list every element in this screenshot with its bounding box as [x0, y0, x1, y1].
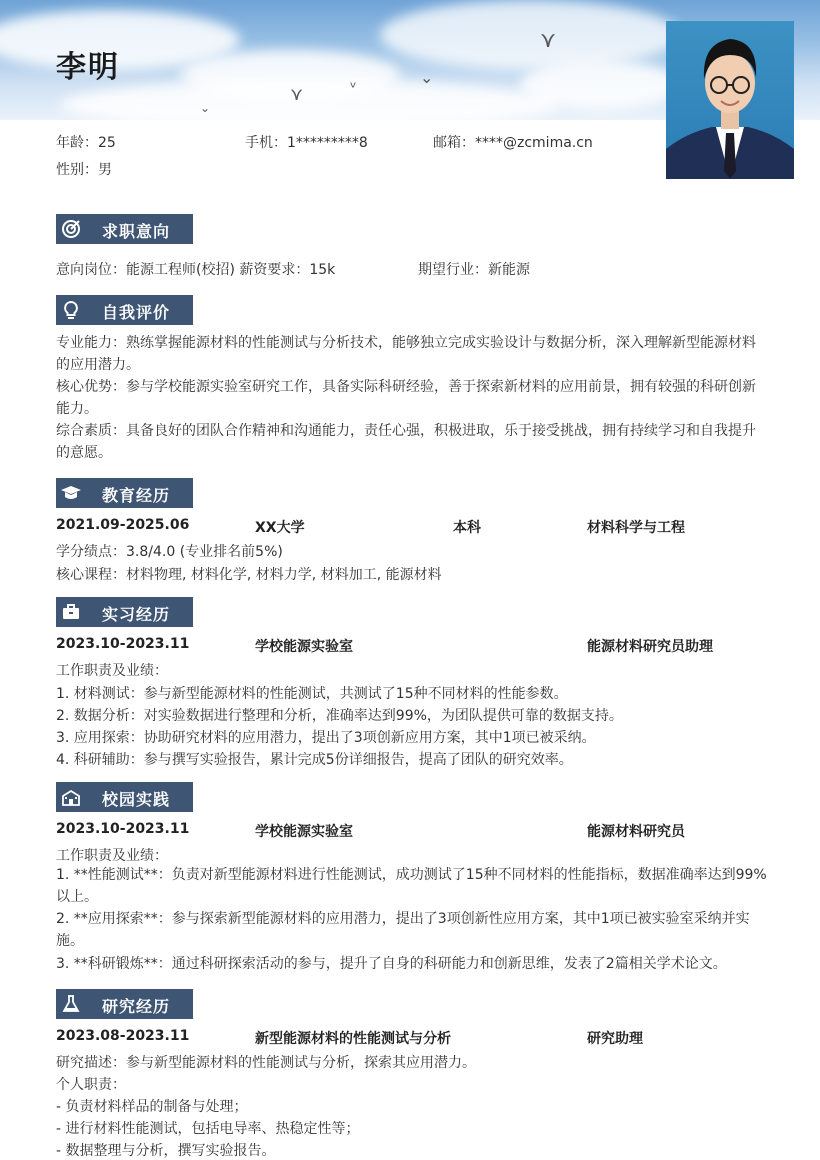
research-description: 研究描述：参与新型能源材料的性能测试与分析，探索其应用潜力。 — [56, 1055, 476, 1071]
briefcase-icon — [60, 601, 82, 623]
section-title: 实习经历 — [102, 605, 171, 624]
section-header-research — [56, 989, 193, 1019]
section-title: 研究经历 — [102, 997, 171, 1016]
gender-info: 性别：男 — [56, 162, 112, 178]
education-major: 材料科学与工程 — [587, 520, 685, 536]
research-role: 研究助理 — [587, 1031, 643, 1047]
section-header-internship — [56, 597, 193, 627]
education-gpa: 学分绩点：3.8/4.0 (专业排名前5%) — [56, 544, 283, 560]
intern-date: 2023.10-2023.11 — [56, 636, 190, 652]
section-title: 校园实践 — [102, 790, 171, 809]
campus-label: 工作职责及业绩： — [56, 848, 168, 864]
section-header-self-evaluation — [56, 295, 193, 325]
research-item: - 数据整理与分析，撰写实验报告。 — [56, 1143, 276, 1159]
email-info: 邮箱：****@zcmima.cn — [433, 135, 593, 151]
intern-item: 1. 材料测试：参与新型能源材料的性能测试，共测试了15种不同材料的性能参数。 — [56, 686, 568, 702]
self-eval-paragraph: 核心优势：参与学校能源实验室研究工作，具备实际科研经验，善于探索新材料的应用前景，拥有较强的科研创新能力。 — [56, 379, 756, 417]
research-project: 新型能源材料的性能测试与分析 — [255, 1031, 451, 1047]
intern-label: 工作职责及业绩： — [56, 663, 168, 679]
research-item: - 进行材料性能测试，包括电导率、热稳定性等； — [56, 1121, 360, 1137]
section-title: 自我评价 — [102, 303, 171, 322]
campus-date: 2023.10-2023.11 — [56, 821, 190, 837]
self-eval-paragraph: 专业能力：熟练掌握能源材料的性能测试与分析技术，能够独立完成实验设计与数据分析，深入理解新型能源材料的应用潜力。 — [56, 335, 756, 373]
research-date: 2023.08-2023.11 — [56, 1028, 190, 1044]
education-school: XX大学 — [255, 520, 305, 536]
bird-icon: ᵛ — [350, 78, 357, 97]
lightbulb-icon — [60, 299, 82, 321]
bird-icon: ⋎ — [290, 84, 304, 105]
section-header-education — [56, 478, 193, 508]
intern-item: 4. 科研辅助：参与撰写实验报告，累计完成5份详细报告，提高了团队的研究效率。 — [56, 752, 573, 768]
phone-info: 手机：1*********8 — [245, 135, 368, 151]
campus-item: 3. **科研锻炼**：通过科研探索活动的参与，提升了自身的科研能力和创新思维，发表了2篇相关学术论文。 — [56, 956, 727, 972]
education-courses: 核心课程：材料物理, 材料化学, 材料力学, 材料加工, 能源材料 — [56, 567, 442, 583]
bird-icon: ⌄ — [420, 68, 434, 87]
bird-icon: ⋎ — [540, 28, 557, 53]
section-title: 教育经历 — [102, 486, 171, 505]
intent-industry: 期望行业：新能源 — [418, 262, 530, 278]
section-header-job-intent — [56, 214, 193, 244]
intern-role: 能源材料研究员助理 — [587, 639, 713, 655]
campus-role: 能源材料研究员 — [587, 824, 685, 840]
bird-icon: ⌄ — [200, 101, 211, 115]
education-date: 2021.09-2025.06 — [56, 517, 190, 533]
school-building-icon — [60, 786, 82, 808]
candidate-name: 李明 — [56, 50, 120, 85]
campus-item: 1. **性能测试**：负责对新型能源材料进行性能测试，成功测试了15种不同材料的性能指标，数据准确率达到99%以上。 — [56, 867, 767, 905]
research-item: - 负责材料样品的制备与处理； — [56, 1099, 248, 1115]
profile-photo — [666, 21, 794, 179]
graduation-cap-icon — [60, 482, 82, 504]
campus-item: 2. **应用探索**：参与探索新型能源材料的应用潜力，提出了3项创新性应用方案，其中1项已被实验室采纳并实施。 — [56, 911, 750, 949]
intern-item: 2. 数据分析：对实验数据进行整理和分析，准确率达到99%，为团队提供可靠的数据支持。 — [56, 708, 623, 724]
target-icon — [60, 218, 82, 240]
age-info: 年龄：25 — [56, 135, 116, 151]
section-header-campus-practice — [56, 782, 193, 812]
intern-org: 学校能源实验室 — [255, 639, 353, 655]
education-degree: 本科 — [453, 520, 481, 536]
campus-org: 学校能源实验室 — [255, 824, 353, 840]
self-eval-paragraph: 综合素质：具备良好的团队合作精神和沟通能力，责任心强，积极进取，乐于接受挑战，拥有持续学习和自我提升的意愿。 — [56, 423, 756, 461]
intent-position: 意向岗位：能源工程师(校招) 薪资要求：15k — [56, 262, 336, 278]
research-label: 个人职责： — [56, 1077, 126, 1093]
intern-item: 3. 应用探索：协助研究材料的应用潜力，提出了3项创新应用方案，其中1项已被采纳。 — [56, 730, 596, 746]
section-title: 求职意向 — [102, 222, 171, 241]
flask-icon — [60, 993, 82, 1015]
